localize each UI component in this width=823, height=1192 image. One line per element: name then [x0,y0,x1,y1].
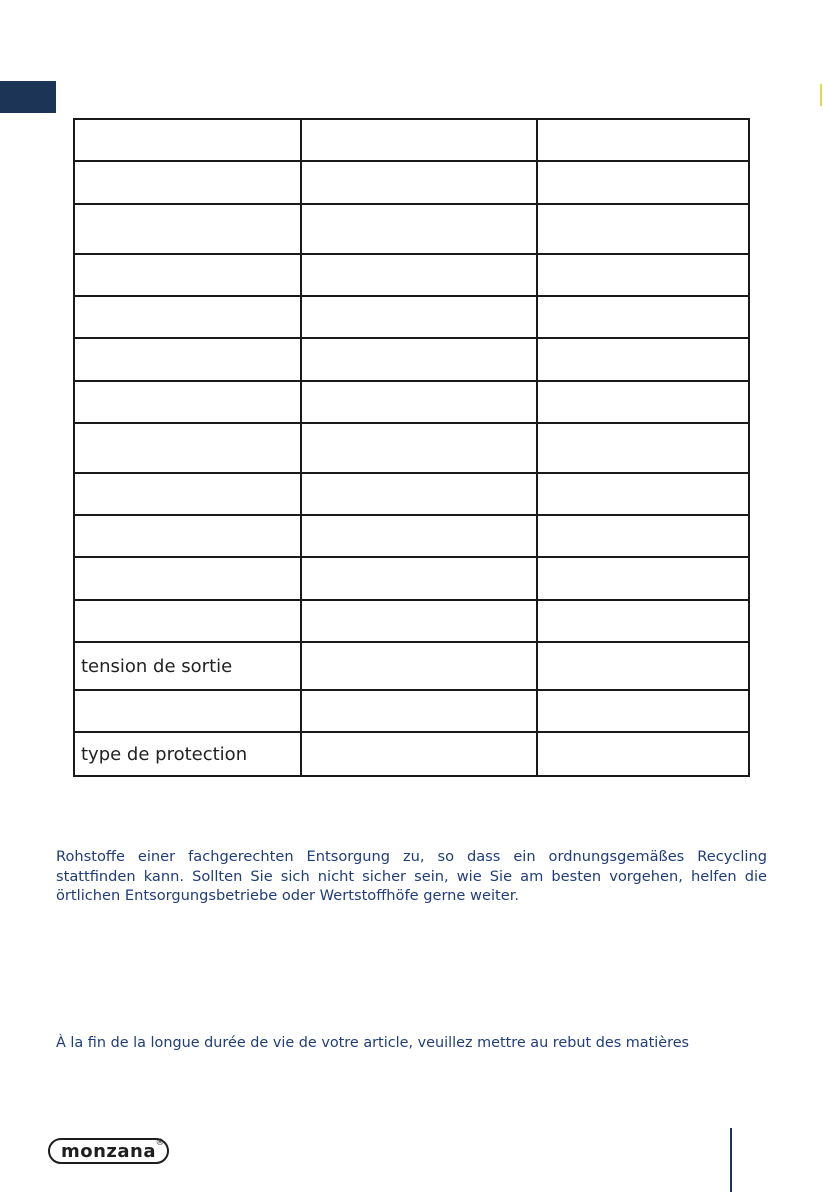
table-cell [74,254,301,296]
table-cell [301,161,537,204]
table-cell [74,204,301,254]
table-cell [301,557,537,600]
table-cell: type de protection [74,732,301,776]
table-cell [301,642,537,690]
table-row [74,296,749,338]
table-cell [537,296,749,338]
table-cell [537,642,749,690]
table-cell [301,473,537,515]
table-row [74,423,749,473]
table-cell [74,557,301,600]
table-row [74,690,749,732]
table-cell [74,161,301,204]
table-row [74,204,749,254]
table-cell [537,119,749,161]
table-row [74,381,749,423]
table-cell [301,254,537,296]
table-cell [301,204,537,254]
table-cell [537,423,749,473]
disposal-text-de: Rohstoffe einer fachgerechten Entsorgung zu, so dass ein ordnungsgemäßes Recycling stattfinden kann. Sollten Sie sich nicht sicher sein, wie Sie am besten vorgehen, helfen die örtlichen Entsorgungsbetriebe oder Wertstoffhöfe gerne weiter. [56,848,767,904]
table-cell [537,600,749,642]
table-cell [301,381,537,423]
table-cell [301,600,537,642]
table-cell [537,515,749,557]
brand-name: monzana [60,1140,157,1162]
spec-table [73,118,750,777]
table-cell [301,296,537,338]
edge-marker [820,84,822,106]
table-cell [74,338,301,381]
table-cell [301,690,537,732]
table-cell [537,690,749,732]
table-cell [537,557,749,600]
disposal-text-fr: À la fin de la longue durée de vie de votre article, veuillez mettre au rebut des matières [56,1035,690,1051]
table-cell [537,254,749,296]
table-cell [537,381,749,423]
table-cell [74,423,301,473]
table-row [74,600,749,642]
table-cell [301,119,537,161]
table-cell [74,515,301,557]
table-row [74,642,749,690]
table-cell [537,732,749,776]
table-cell [537,204,749,254]
table-row [74,161,749,204]
brand-logo [48,1138,169,1164]
table-row [74,732,749,776]
table-cell [537,473,749,515]
table-cell [74,690,301,732]
table-cell [74,119,301,161]
table-row [74,119,749,161]
table-cell [537,338,749,381]
table-cell [301,338,537,381]
table-row [74,473,749,515]
language-tab [0,81,56,113]
table-cell [74,473,301,515]
table-cell [74,381,301,423]
table-row [74,515,749,557]
table-cell [301,423,537,473]
table-cell [301,732,537,776]
table-row [74,338,749,381]
page-divider [730,1128,732,1192]
spec-table-body [74,119,749,776]
registered-mark: ® [155,1138,165,1148]
table-cell: tension de sortie [74,642,301,690]
table-cell [74,600,301,642]
table-row [74,254,749,296]
table-cell [537,161,749,204]
table-cell [74,296,301,338]
table-row [74,557,749,600]
table-cell [301,515,537,557]
